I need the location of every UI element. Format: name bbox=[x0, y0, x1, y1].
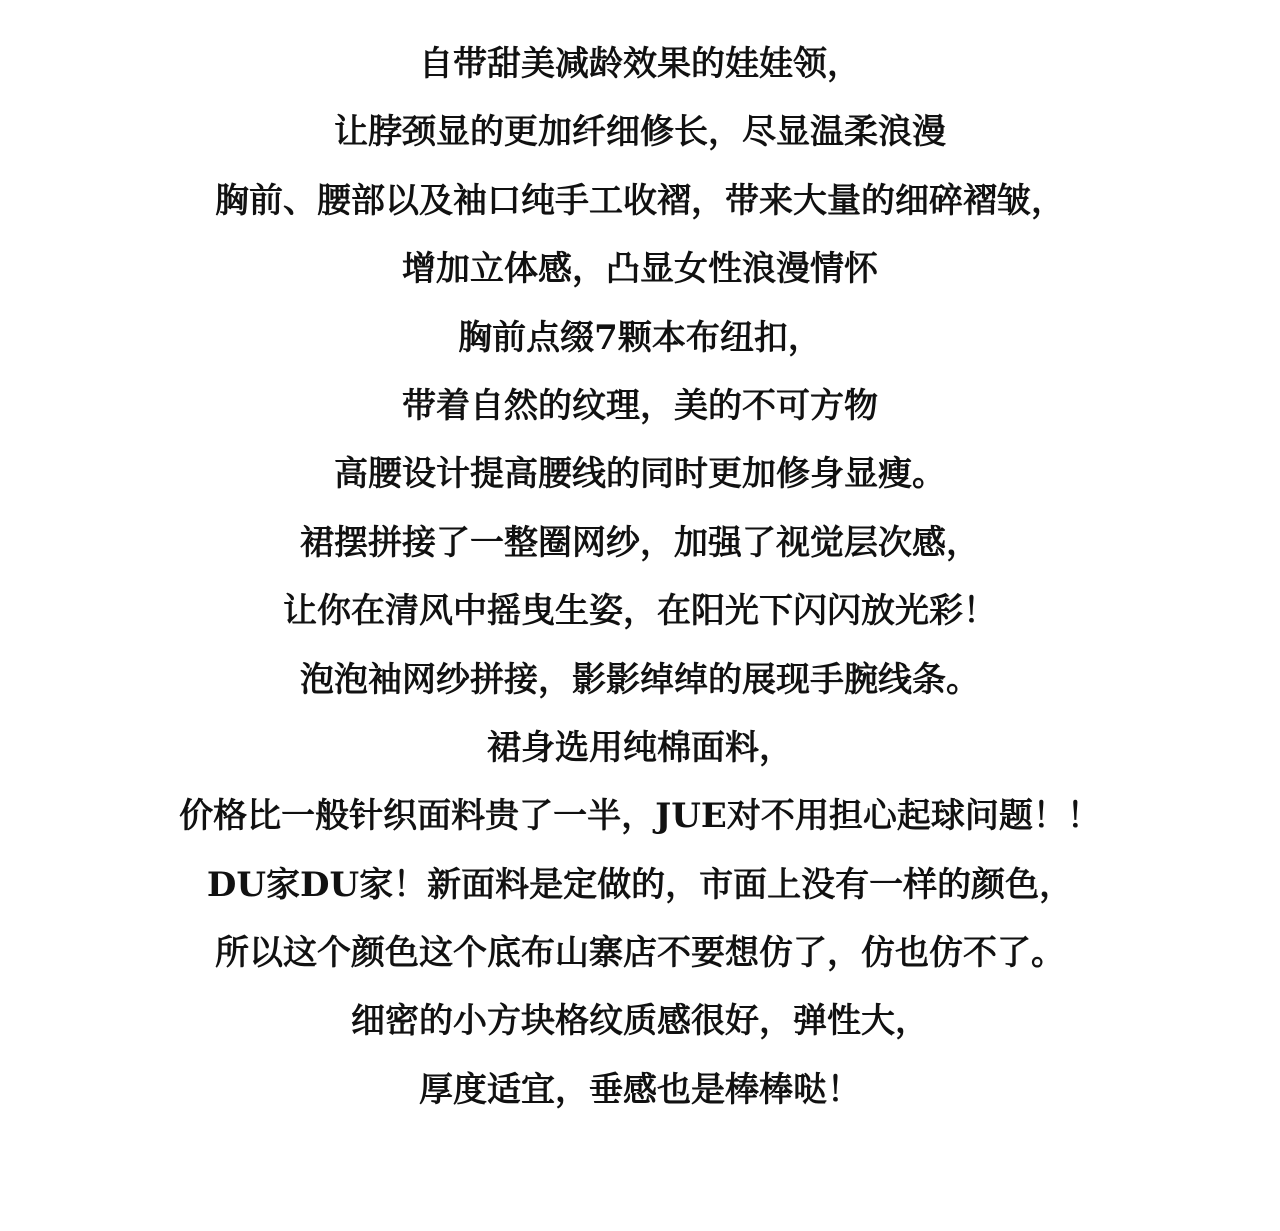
description-line: 高腰设计提高腰线的同时更加修身显瘦。 bbox=[334, 454, 946, 495]
description-line: 让脖颈显的更加纤细修长，尽显温柔浪漫 bbox=[334, 112, 946, 153]
description-line: DU家DU家！新面料是定做的，市面上没有一样的颜色， bbox=[206, 864, 1074, 905]
description-line: 裙身选用纯棉面料， bbox=[487, 727, 793, 768]
description-line: 裙摆拼接了一整圈网纱，加强了视觉层次感， bbox=[300, 522, 980, 563]
description-line: 价格比一般针织面料贵了一半，JUE对不用担心起球问题！！ bbox=[179, 796, 1101, 837]
description-line: 带着自然的纹理，美的不可方物 bbox=[402, 385, 878, 426]
product-description bbox=[0, 30, 1280, 1124]
description-line: 细密的小方块格纹质感很好，弹性大， bbox=[351, 1001, 929, 1042]
description-line: 厚度适宜，垂感也是棒棒哒！ bbox=[419, 1069, 861, 1110]
description-line: 胸前、腰部以及袖口纯手工收褶，带来大量的细碎褶皱， bbox=[215, 180, 1065, 221]
description-line: 所以这个颜色这个底布山寨店不要想仿了，仿也仿不了。 bbox=[215, 933, 1065, 974]
description-line: 泡泡袖网纱拼接，影影绰绰的展现手腕线条。 bbox=[300, 659, 980, 700]
description-line: 自带甜美减龄效果的娃娃领， bbox=[419, 44, 861, 84]
description-line: 让你在清风中摇曳生姿，在阳光下闪闪放光彩！ bbox=[283, 591, 997, 632]
description-line: 增加立体感，凸显女性浪漫情怀 bbox=[402, 249, 878, 290]
description-line: 胸前点缀7颗本布纽扣， bbox=[458, 317, 822, 358]
